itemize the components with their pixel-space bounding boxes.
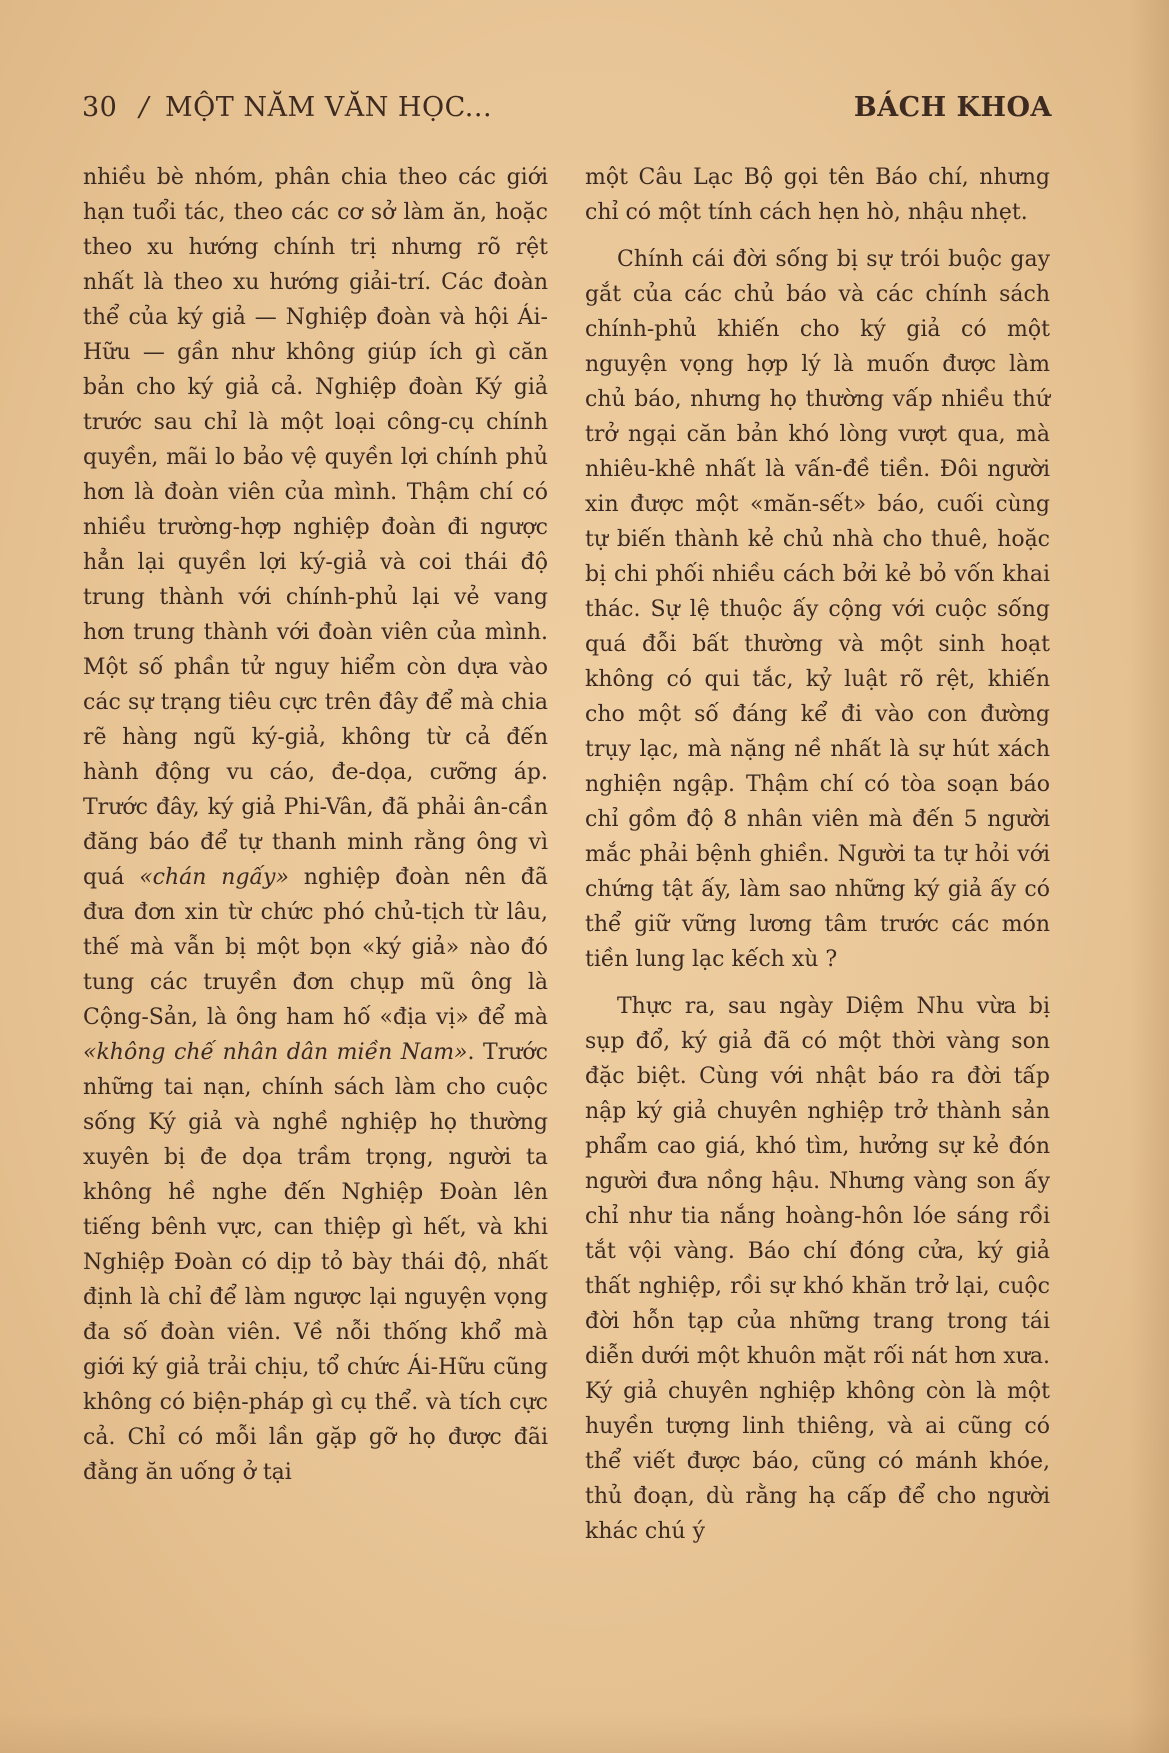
page-edge-shadow [1129, 0, 1169, 1753]
header-separator: / [139, 92, 149, 123]
left-text-part-2: nghiệp đoàn nên đã đưa đơn xin từ chức phó chủ-tịch từ lâu, thế mà vẫn bị một bọn «ký giả» nào đó tung các truyền đơn chụp mũ ông là Cộng-Sản, là ông ham hố «địa vị» để mà [83, 865, 548, 1030]
left-text-part-3: . Trước những tai nạn, chính sách làm cho cuộc sống Ký giả và nghề nghiệp họ thường xuyên bị đe dọa trầm trọng, người ta không hề nghe đến Nghiệp Đoàn lên tiếng bênh vực, can thiệp gì hết, và khi Nghiệp Đoàn có dịp tỏ bày thái độ, nhất định là chỉ để làm ngược lại nguyện vọng đa số đoàn viên. Về nỗi thống khổ mà giới ký giả trải chịu, tổ chức Ái-Hữu cũng không có biện-pháp gì cụ thể. và tích cực cả. Chỉ có mỗi lần gặp gỡ họ được đãi đằng ăn uống ở tại [83, 1040, 548, 1485]
publication-name: BÁCH KHOA [853, 92, 1052, 123]
right-paragraph-2: Chính cái đời sống bị sự trói buộc gay gắt của các chủ báo và các chính sách chính-phủ khiến cho ký giả có một nguyện vọng hợp lý là muốn được làm chủ báo, nhưng họ thường vấp nhiều thứ trở ngại căn bản khó lòng vượt qua, mà nhiêu-khê nhất là vấn-đề tiền. Đôi người xin được một «măn-sết» báo, cuối cùng tự biến thành kẻ chủ nhà cho thuê, hoặc bị chi phối nhiều cách bởi kẻ bỏ vốn khai thác. Sự lệ thuộc ấy cộng với cuộc sống quá đỗi bất thường và một sinh hoạt không có qui tắc, kỷ luật rõ rệt, khiến cho một số đáng kể đi vào con đường trụy lạc, mà nặng nề nhất là sự hút xách nghiện ngập. Thậm chí có tòa soạn báo chỉ gồm độ 8 nhân viên mà đến 5 người mắc phải bệnh ghiền. Người ta tự hỏi với chứng tật ấy, làm sao những ký giả ấy có thể giữ vững lương tâm trước các món tiền lung lạc kếch xù ? [585, 247, 1050, 972]
left-column [83, 160, 548, 1502]
right-paragraph-1: một Câu Lạc Bộ gọi tên Báo chí, nhưng chỉ có một tính cách hẹn hò, nhậu nhẹt. [585, 165, 1050, 225]
running-header [82, 92, 1052, 132]
left-text-part-1: nhiều bè nhóm, phân chia theo các giới hạn tuổi tác, theo các cơ sở làm ăn, hoặc theo xu hướng chính trị nhưng rõ rệt nhất là theo xu hướng giải-trí. Các đoàn thể của ký giả — Nghiệp đoàn và hội Ái-Hữu — gần như không giúp ích gì căn bản cho ký giả cả. Nghiệp đoàn Ký giả trước sau chỉ là một loại công-cụ chính quyền, mãi lo bảo vệ quyền lợi chính phủ hơn là đoàn viên của mình. Thậm chí có nhiều trường-hợp nghiệp đoàn đi ngược hẳn lại quyền lợi ký-giả và coi thái độ trung thành với chính-phủ lại vẻ vang hơn trung thành với đoàn viên của mình. Một số phần tử nguy hiểm còn dựa vào các sự trạng tiêu cực trên đây để mà chia rẽ hàng ngũ ký-giả, không từ cả đến hành động vu cáo, đe-dọa, cưỡng áp. Trước đây, ký giả Phi-Vân, đã phải ân-cần đăng báo để tự thanh minh rằng ông vì quá [83, 165, 548, 890]
left-paragraph-1 [83, 160, 548, 1490]
section-title: MỘT NĂM VĂN HỌC... [164, 92, 493, 123]
right-column [585, 160, 1050, 1561]
page-number: 30 [82, 92, 118, 123]
header-left [82, 92, 492, 123]
left-italic-phrase-1: «chán ngấy» [139, 865, 289, 890]
right-paragraph-3: Thực ra, sau ngày Diệm Nhu vừa bị sụp đổ, ký giả đã có một thời vàng son đặc biệt. Cùng với nhật báo ra đời tấp nập ký giả chuyên nghiệp trở thành sản phẩm cao giá, khó tìm, hưởng sự kẻ đón người đưa nồng hậu. Nhưng vàng son ấy chỉ như tia nắng hoàng-hôn lóe sáng rồi tắt vội vàng. Báo chí đóng cửa, ký giả thất nghiệp, rồi sự khó khăn trở lại, cuộc đời hỗn tạp của những trang trong tái diễn dưới một khuôn mặt rối nát hơn xưa. Ký giả chuyên nghiệp không còn là một huyền tượng linh thiêng, và ai cũng có thể viết được báo, cũng có mánh khóe, thủ đoạn, dù rằng hạ cấp để cho người khác chú ý [585, 994, 1050, 1544]
left-italic-phrase-2: «không chế nhân dân miền Nam» [83, 1040, 468, 1065]
page-bottom-shadow [0, 1713, 1169, 1753]
